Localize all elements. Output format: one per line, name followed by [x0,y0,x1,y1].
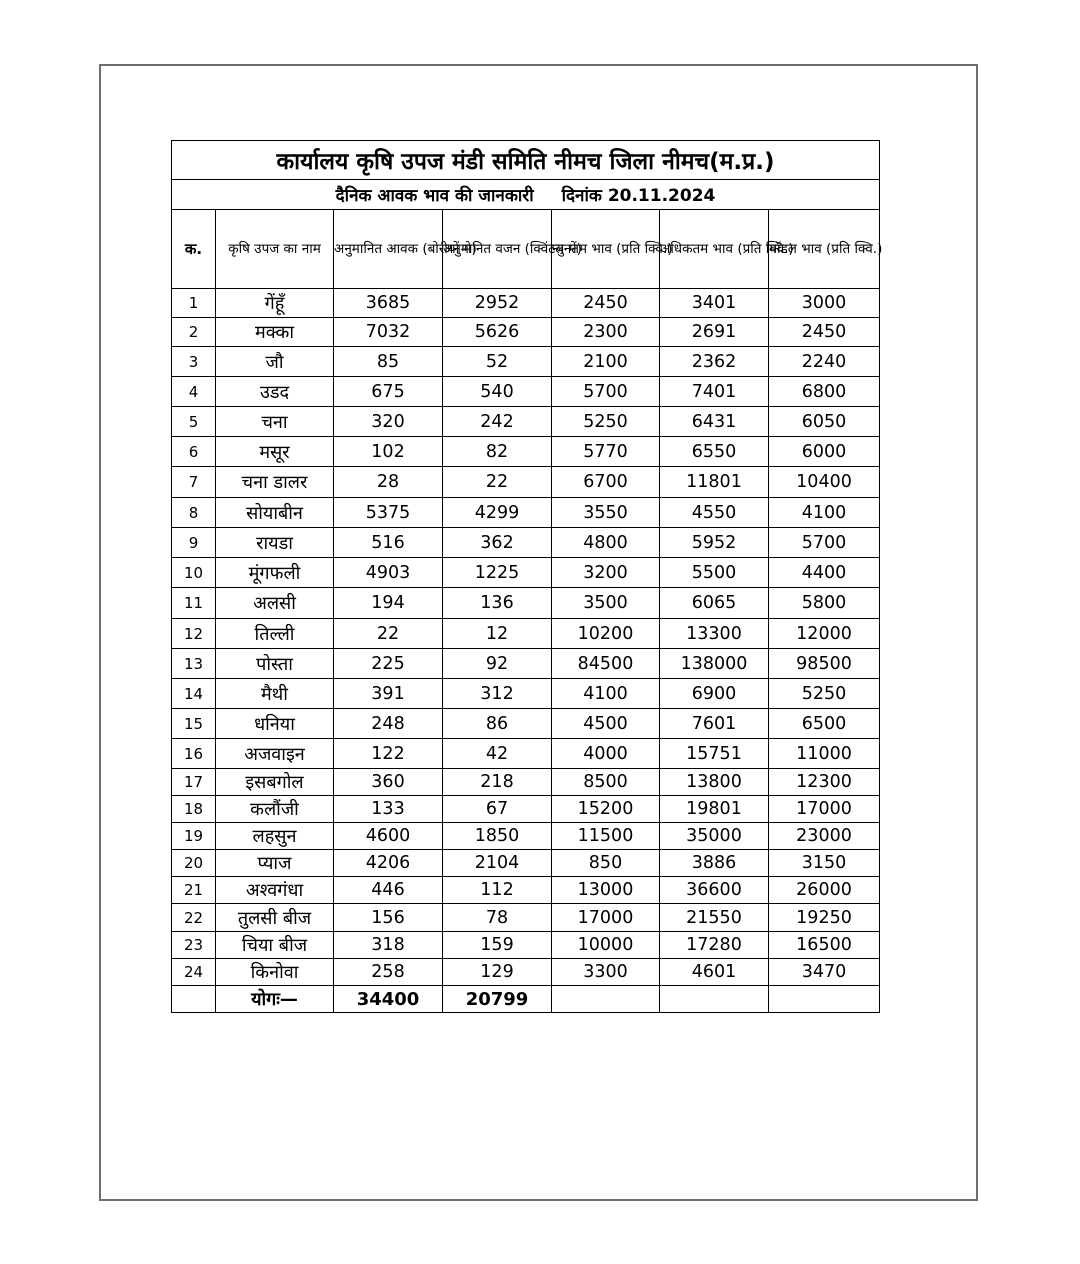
crop-name: मसूर [216,437,334,467]
row-serial: 22 [172,904,216,932]
weight-quintal: 12 [443,619,552,649]
modal-price: 3470 [769,959,880,986]
min-price: 4800 [552,528,660,558]
weight-quintal: 129 [443,959,552,986]
table-row [172,289,880,318]
modal-price: 6500 [769,709,880,739]
weight-quintal: 112 [443,877,552,904]
modal-price: 4400 [769,558,880,588]
modal-price: 6000 [769,437,880,467]
row-serial: 18 [172,796,216,823]
max-price: 4550 [660,498,769,528]
modal-price: 10400 [769,467,880,498]
max-price: 6550 [660,437,769,467]
arrival-bags: 258 [334,959,443,986]
crop-name: इसबगोल [216,769,334,796]
arrival-bags: 5375 [334,498,443,528]
row-serial: 8 [172,498,216,528]
modal-price: 2240 [769,347,880,377]
modal-price: 6050 [769,407,880,437]
min-price: 6700 [552,467,660,498]
crop-name: मैथी [216,679,334,709]
row-serial: 15 [172,709,216,739]
modal-price: 6800 [769,377,880,407]
total-empty-min [552,986,660,1013]
weight-quintal: 4299 [443,498,552,528]
weight-quintal: 1850 [443,823,552,850]
weight-quintal: 362 [443,528,552,558]
crop-name: चिया बीज [216,932,334,959]
max-price: 2362 [660,347,769,377]
table-row [172,932,880,959]
modal-price: 3150 [769,850,880,877]
min-price: 5250 [552,407,660,437]
table-row [172,558,880,588]
modal-price: 5700 [769,528,880,558]
row-serial: 19 [172,823,216,850]
header-min-price: न्युनतम भाव (प्रति क्वि.) [552,210,660,289]
report-date: दिनांक 20.11.2024 [561,186,716,206]
arrival-bags: 102 [334,437,443,467]
row-serial: 21 [172,877,216,904]
arrival-bags: 446 [334,877,443,904]
row-serial: 11 [172,588,216,619]
min-price: 84500 [552,649,660,679]
min-price: 3500 [552,588,660,619]
modal-price: 12000 [769,619,880,649]
mandi-rate-table [171,140,883,1013]
arrival-bags: 248 [334,709,443,739]
arrival-bags: 391 [334,679,443,709]
modal-price: 11000 [769,739,880,769]
crop-name: कलौंजी [216,796,334,823]
weight-quintal: 78 [443,904,552,932]
table-row [172,347,880,377]
crop-name: किनोवा [216,959,334,986]
crop-name: प्याज [216,850,334,877]
crop-name: मूंगफली [216,558,334,588]
table-body [172,289,880,986]
arrival-bags: 225 [334,649,443,679]
min-price: 5700 [552,377,660,407]
table-row [172,850,880,877]
modal-price: 19250 [769,904,880,932]
table-row [172,796,880,823]
arrival-bags: 194 [334,588,443,619]
min-price: 10000 [552,932,660,959]
min-price: 11500 [552,823,660,850]
total-row [172,986,880,1013]
arrival-bags: 22 [334,619,443,649]
table-row [172,649,880,679]
header-max-price: अधिकतम भाव (प्रति क्वि.) [660,210,769,289]
max-price: 36600 [660,877,769,904]
row-serial: 17 [172,769,216,796]
modal-price: 5250 [769,679,880,709]
min-price: 850 [552,850,660,877]
arrival-bags: 156 [334,904,443,932]
arrival-bags: 675 [334,377,443,407]
crop-name: चना डालर [216,467,334,498]
max-price: 15751 [660,739,769,769]
row-serial: 10 [172,558,216,588]
row-serial: 3 [172,347,216,377]
subtitle-text: दैनिक आवक भाव की जानकारी [335,186,534,206]
weight-quintal: 22 [443,467,552,498]
weight-quintal: 52 [443,347,552,377]
modal-price: 4100 [769,498,880,528]
crop-name: तुलसी बीज [216,904,334,932]
max-price: 21550 [660,904,769,932]
max-price: 6900 [660,679,769,709]
arrival-bags: 28 [334,467,443,498]
modal-price: 17000 [769,796,880,823]
row-serial: 5 [172,407,216,437]
arrival-bags: 320 [334,407,443,437]
arrival-bags: 7032 [334,318,443,347]
crop-name: गेंहूँ [216,289,334,318]
table-row [172,318,880,347]
table-row [172,467,880,498]
min-price: 10200 [552,619,660,649]
min-price: 2300 [552,318,660,347]
max-price: 2691 [660,318,769,347]
modal-price: 23000 [769,823,880,850]
table-row [172,528,880,558]
weight-quintal: 159 [443,932,552,959]
crop-name: अश्वगंधा [216,877,334,904]
row-serial: 1 [172,289,216,318]
max-price: 11801 [660,467,769,498]
arrival-bags: 3685 [334,289,443,318]
max-price: 19801 [660,796,769,823]
max-price: 6431 [660,407,769,437]
max-price: 6065 [660,588,769,619]
crop-name: रायडा [216,528,334,558]
crop-name: मक्का [216,318,334,347]
table-row [172,959,880,986]
max-price: 13300 [660,619,769,649]
crop-name: अलसी [216,588,334,619]
total-label: योगः— [216,986,334,1013]
min-price: 8500 [552,769,660,796]
row-serial: 23 [172,932,216,959]
max-price: 4601 [660,959,769,986]
report-subtitle [172,180,880,210]
min-price: 3550 [552,498,660,528]
total-weight: 20799 [443,986,552,1013]
modal-price: 98500 [769,649,880,679]
weight-quintal: 1225 [443,558,552,588]
max-price: 7401 [660,377,769,407]
header-estimated-weight: अनुमानित वजन (क्विंटल में) [443,210,552,289]
min-price: 2100 [552,347,660,377]
total-arrival: 34400 [334,986,443,1013]
modal-price: 5800 [769,588,880,619]
weight-quintal: 82 [443,437,552,467]
row-serial: 16 [172,739,216,769]
crop-name: धनिया [216,709,334,739]
table-row [172,739,880,769]
arrival-bags: 4206 [334,850,443,877]
modal-price: 2450 [769,318,880,347]
arrival-bags: 318 [334,932,443,959]
row-serial: 14 [172,679,216,709]
row-serial: 6 [172,437,216,467]
table-row [172,823,880,850]
min-price: 13000 [552,877,660,904]
min-price: 17000 [552,904,660,932]
table-row [172,904,880,932]
modal-price: 16500 [769,932,880,959]
table-row [172,709,880,739]
max-price: 5952 [660,528,769,558]
crop-name: उडद [216,377,334,407]
weight-quintal: 540 [443,377,552,407]
min-price: 4100 [552,679,660,709]
arrival-bags: 4600 [334,823,443,850]
row-serial: 12 [172,619,216,649]
weight-quintal: 218 [443,769,552,796]
crop-name: सोयाबीन [216,498,334,528]
total-empty-serial [172,986,216,1013]
modal-price: 12300 [769,769,880,796]
weight-quintal: 136 [443,588,552,619]
table-row [172,769,880,796]
min-price: 3200 [552,558,660,588]
table-row [172,877,880,904]
table-row [172,407,880,437]
max-price: 5500 [660,558,769,588]
crop-name: अजवाइन [216,739,334,769]
max-price: 3401 [660,289,769,318]
crop-name: तिल्ली [216,619,334,649]
row-serial: 4 [172,377,216,407]
arrival-bags: 4903 [334,558,443,588]
row-serial: 24 [172,959,216,986]
table-row [172,588,880,619]
weight-quintal: 86 [443,709,552,739]
table-row [172,377,880,407]
modal-price: 3000 [769,289,880,318]
max-price: 7601 [660,709,769,739]
table-row [172,619,880,649]
modal-price: 26000 [769,877,880,904]
min-price: 2450 [552,289,660,318]
min-price: 3300 [552,959,660,986]
total-empty-max [660,986,769,1013]
weight-quintal: 42 [443,739,552,769]
row-serial: 7 [172,467,216,498]
table-row [172,679,880,709]
row-serial: 13 [172,649,216,679]
weight-quintal: 67 [443,796,552,823]
min-price: 4000 [552,739,660,769]
weight-quintal: 92 [443,649,552,679]
crop-name: जौ [216,347,334,377]
min-price: 5770 [552,437,660,467]
row-serial: 2 [172,318,216,347]
max-price: 17280 [660,932,769,959]
table-row [172,498,880,528]
min-price: 15200 [552,796,660,823]
weight-quintal: 5626 [443,318,552,347]
max-price: 138000 [660,649,769,679]
crop-name: लहसुन [216,823,334,850]
max-price: 13800 [660,769,769,796]
crop-name: पोस्ता [216,649,334,679]
weight-quintal: 242 [443,407,552,437]
table-row [172,437,880,467]
header-estimated-arrival: अनुमानित आवक (बोरीयों मे) [334,210,443,289]
arrival-bags: 122 [334,739,443,769]
header-modal-price: मॉडल भाव (प्रति क्वि.) [769,210,880,289]
row-serial: 20 [172,850,216,877]
arrival-bags: 133 [334,796,443,823]
total-empty-modal [769,986,880,1013]
max-price: 35000 [660,823,769,850]
header-crop-name: कृषि उपज का नाम [216,210,334,289]
header-serial: क. [172,210,216,289]
arrival-bags: 85 [334,347,443,377]
weight-quintal: 312 [443,679,552,709]
crop-name: चना [216,407,334,437]
row-serial: 9 [172,528,216,558]
arrival-bags: 516 [334,528,443,558]
weight-quintal: 2104 [443,850,552,877]
min-price: 4500 [552,709,660,739]
weight-quintal: 2952 [443,289,552,318]
document-title: कार्यालय कृषि उपज मंडी समिति नीमच जिला नीमच(म.प्र.) [172,141,880,180]
arrival-bags: 360 [334,769,443,796]
max-price: 3886 [660,850,769,877]
